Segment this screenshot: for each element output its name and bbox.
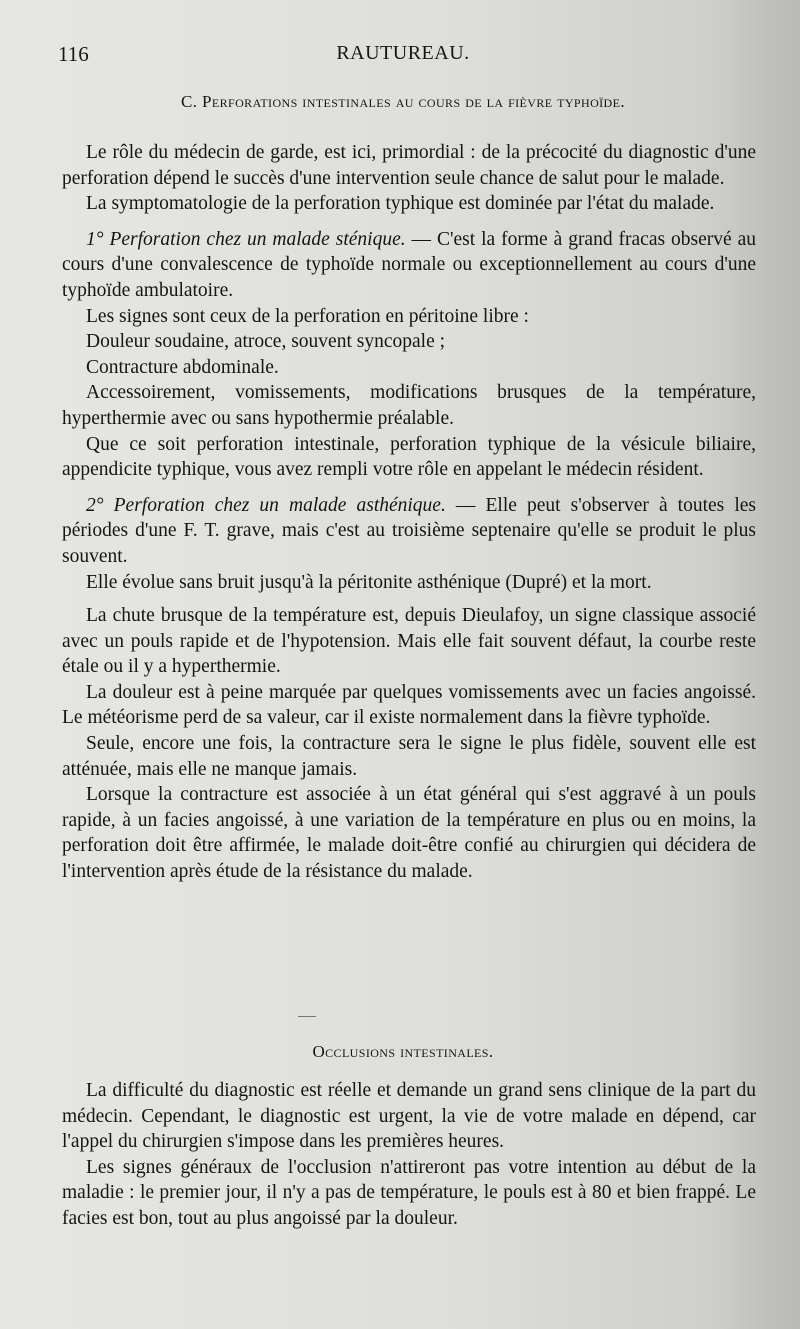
- paragraph: La symptomatologie de la perforation typhique est dominée par l'état du malade.: [86, 193, 715, 215]
- subheading-sthenic: 1° Perforation chez un malade sténique.: [86, 228, 406, 250]
- paragraph: Les signes généraux de l'occlusion n'attireront pas votre intention au début de la maladie : le premier jour, il n'y a pas de température, le pouls est à 80 et bien frappé. Le facies est bon, tout au plus angoissé par la douleur.: [62, 1156, 756, 1229]
- paragraph: Accessoirement, vomissements, modifications brusques de la température, hyperthermie avec ou sans hypothermie préalable.: [62, 382, 756, 429]
- section-title-perforations: C. Perforations intestinales au cours de la fièvre typhoïde.: [181, 92, 625, 111]
- paragraph: Seule, encore une fois, la contracture sera le signe le plus fidèle, souvent elle est atténuée, mais elle ne manque jamais.: [62, 733, 756, 780]
- paragraph: La chute brusque de la température est, depuis Dieulafoy, un signe classique associé avec un pouls rapide et de l'hypotension. Mais elle fait souvent défaut, la courbe reste étale ou il y a hyperthermie.: [62, 605, 756, 678]
- page-header: [58, 34, 748, 74]
- paragraph-text: — C'est la forme à grand fracas observé au cours d'une convalescence de typhoïde normale ou exceptionnellement au cours d'une typhoïde ambulatoire.: [62, 228, 756, 301]
- paragraph: Contracture abdominale.: [86, 356, 279, 378]
- running-head: RAUTUREAU.: [336, 42, 470, 64]
- paragraph: Que ce soit perforation intestinale, perforation typhique de la vésicule biliaire, appendicite typhique, vous avez rempli votre rôle en appelant le médecin résident.: [62, 433, 756, 481]
- section-body-occlusions: [62, 1078, 756, 1232]
- section-title-occlusions: Occlusions intestinales.: [312, 1042, 494, 1061]
- paragraph: La douleur est à peine marquée par quelques vomissements avec un facies angoissé. Le météorisme perd de sa valeur, car il existe normalement dans la fièvre typhoïde.: [62, 681, 756, 729]
- paragraph: Les signes sont ceux de la perforation en péritoine libre :: [86, 305, 529, 327]
- paragraph-subheading: [62, 227, 756, 304]
- paragraph: Douleur soudaine, atroce, souvent syncopale ;: [86, 331, 446, 353]
- paragraph: Le rôle du médecin de garde, est ici, primordial : de la précocité du diagnostic d'une perforation dépend le succès d'une intervention seule chance de salut pour le malade.: [62, 142, 756, 189]
- paragraph: Lorsque la contracture est associée à un état général qui s'est aggravé à un pouls rapide, à un facies angoissé, à une variation de la température en plus ou en moins, la perforation doit être affirmée, le malade doit-être confié au chirurgien qui décidera de l'intervention après étude de la résistance du malade.: [62, 784, 756, 883]
- section-body-perforations: [62, 140, 756, 885]
- page-number: 116: [58, 42, 89, 66]
- section-divider: [298, 1016, 316, 1017]
- paragraph: Elle évolue sans bruit jusqu'à la péritonite asthénique (Dupré) et la mort.: [86, 571, 652, 593]
- subheading-asthenic: 2° Perforation chez un malade asthénique.: [86, 494, 446, 516]
- paragraph-text: — Elle peut s'observer à toutes les périodes d'une F. T. grave, mais c'est au troisième septenaire qu'elle se produit le plus souvent.: [62, 494, 756, 567]
- paragraph: La difficulté du diagnostic est réelle et demande un grand sens clinique de la part du médecin. Cependant, le diagnostic est urgent, la vie de votre malade en dépend, car l'appel du chirurgien s'impose dans les premières heures.: [62, 1080, 756, 1153]
- paragraph-subheading: [62, 493, 756, 570]
